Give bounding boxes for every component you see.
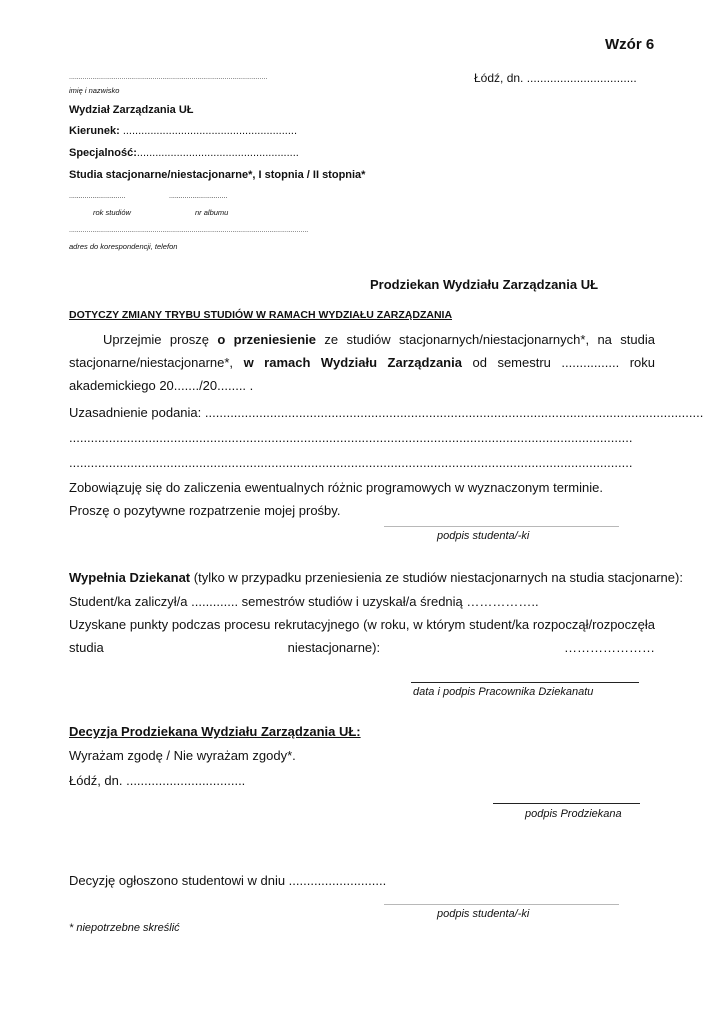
year-dots: ............................. xyxy=(69,193,126,200)
deanery-signature-caption: data i podpis Pracownika Dziekanatu xyxy=(413,686,594,698)
deanery-semesters: Student/ka zaliczył/a ............. semestrów studiów i uzyskał/a średnią …………….. xyxy=(69,594,539,609)
announcement-signature-line xyxy=(384,904,619,905)
commitment: Zobowiązuję się do zaliczenia ewentualnych różnic programowych w wyznaczonym terminie. xyxy=(69,480,603,495)
kierunek-label: Kierunek: xyxy=(69,125,120,137)
name-dots: ...................................................................................................... xyxy=(69,74,268,81)
justification-label: Uzasadnienie podania: xyxy=(69,405,202,420)
p1-text-b: o przeniesienie xyxy=(217,332,317,347)
name-caption: imię i nazwisko xyxy=(69,86,120,95)
footnote: * niepotrzebne skreślić xyxy=(69,922,180,934)
dean-signature-caption: podpis Prodziekana xyxy=(525,808,622,820)
place-date: Łódź, dn. ................................. xyxy=(474,71,637,85)
album-dots: .............................. xyxy=(169,193,228,200)
specjalnosc-dots: ..................................................... xyxy=(136,147,299,159)
announcement-signature-caption: podpis studenta/-ki xyxy=(437,908,530,920)
p1-text-e: od semestru ................ roku akademickiego 20......./20........ . xyxy=(69,355,655,393)
address-dots: ........................................................................................................................... xyxy=(69,227,309,234)
decision-choice: Wyrażam zgodę / Nie wyrażam zgody*. xyxy=(69,748,296,763)
justification-dots-2: ............................................................................................................................................................ xyxy=(69,430,633,445)
study-mode: Studia stacjonarne/niestacjonarne*, I stopnia / II stopnia* xyxy=(69,169,366,181)
deanery-heading xyxy=(69,570,683,585)
deanery-label: Wypełnia Dziekanat xyxy=(69,570,191,585)
announcement-text: Decyzję ogłoszono studentowi w dniu ........................... xyxy=(69,873,387,888)
student-signature-caption: podpis studenta/-ki xyxy=(437,530,530,542)
student-signature-line xyxy=(384,526,619,527)
p1-text-c: ze studiów stacjonarnych/niestacjonarnych*, na studia stacjonarne/niestacjonarne*, xyxy=(69,332,655,370)
address-caption: adres do korespondencji, telefon xyxy=(69,242,178,251)
form-id: Wzór 6 xyxy=(605,36,655,53)
justification-dots-3: ............................................................................................................................................................ xyxy=(69,455,633,470)
year-caption: rok studiów xyxy=(93,208,131,217)
decision-place-date: Łódź, dn. ................................. xyxy=(69,773,246,788)
subject: DOTYCZY ZMIANY TRYBU STUDIÓW W RAMACH WYDZIAŁU ZARZĄDZANIA xyxy=(69,309,453,321)
request-paragraph xyxy=(69,328,655,397)
dean-signature-line xyxy=(493,803,640,804)
p1-text-a: Uprzejmie proszę xyxy=(103,332,218,347)
specjalnosc-field xyxy=(69,147,299,159)
decision-title: Decyzja Prodziekana Wydziału Zarządzania UŁ: xyxy=(69,724,361,739)
kierunek-field xyxy=(69,125,297,137)
deanery-points: Uzyskane punkty podczas procesu rekrutacyjnego (w roku, w którym student/ka rozpoczął/rozpoczęła studia niestacjonarne): ………………… xyxy=(69,617,655,655)
deanery-note: (tylko w przypadku przeniesienia ze studiów niestacjonarnych na studia stacjonarne): xyxy=(190,570,683,585)
request-statement: Proszę o pozytywne rozpatrzenie mojej prośby. xyxy=(69,503,341,518)
specjalnosc-label: Specjalność: xyxy=(69,147,137,159)
addressee: Prodziekan Wydziału Zarządzania UŁ xyxy=(370,277,599,292)
justification-line-1 xyxy=(69,405,703,420)
album-caption: nr albumu xyxy=(195,208,229,217)
kierunek-dots: ......................................................... xyxy=(122,125,298,137)
faculty: Wydział Zarządzania UŁ xyxy=(69,104,194,116)
justification-dots-1: .......................................................................................................................................... xyxy=(204,405,704,420)
deanery-signature-line xyxy=(411,682,639,683)
p1-text-d: w ramach Wydziału Zarządzania xyxy=(243,355,462,370)
